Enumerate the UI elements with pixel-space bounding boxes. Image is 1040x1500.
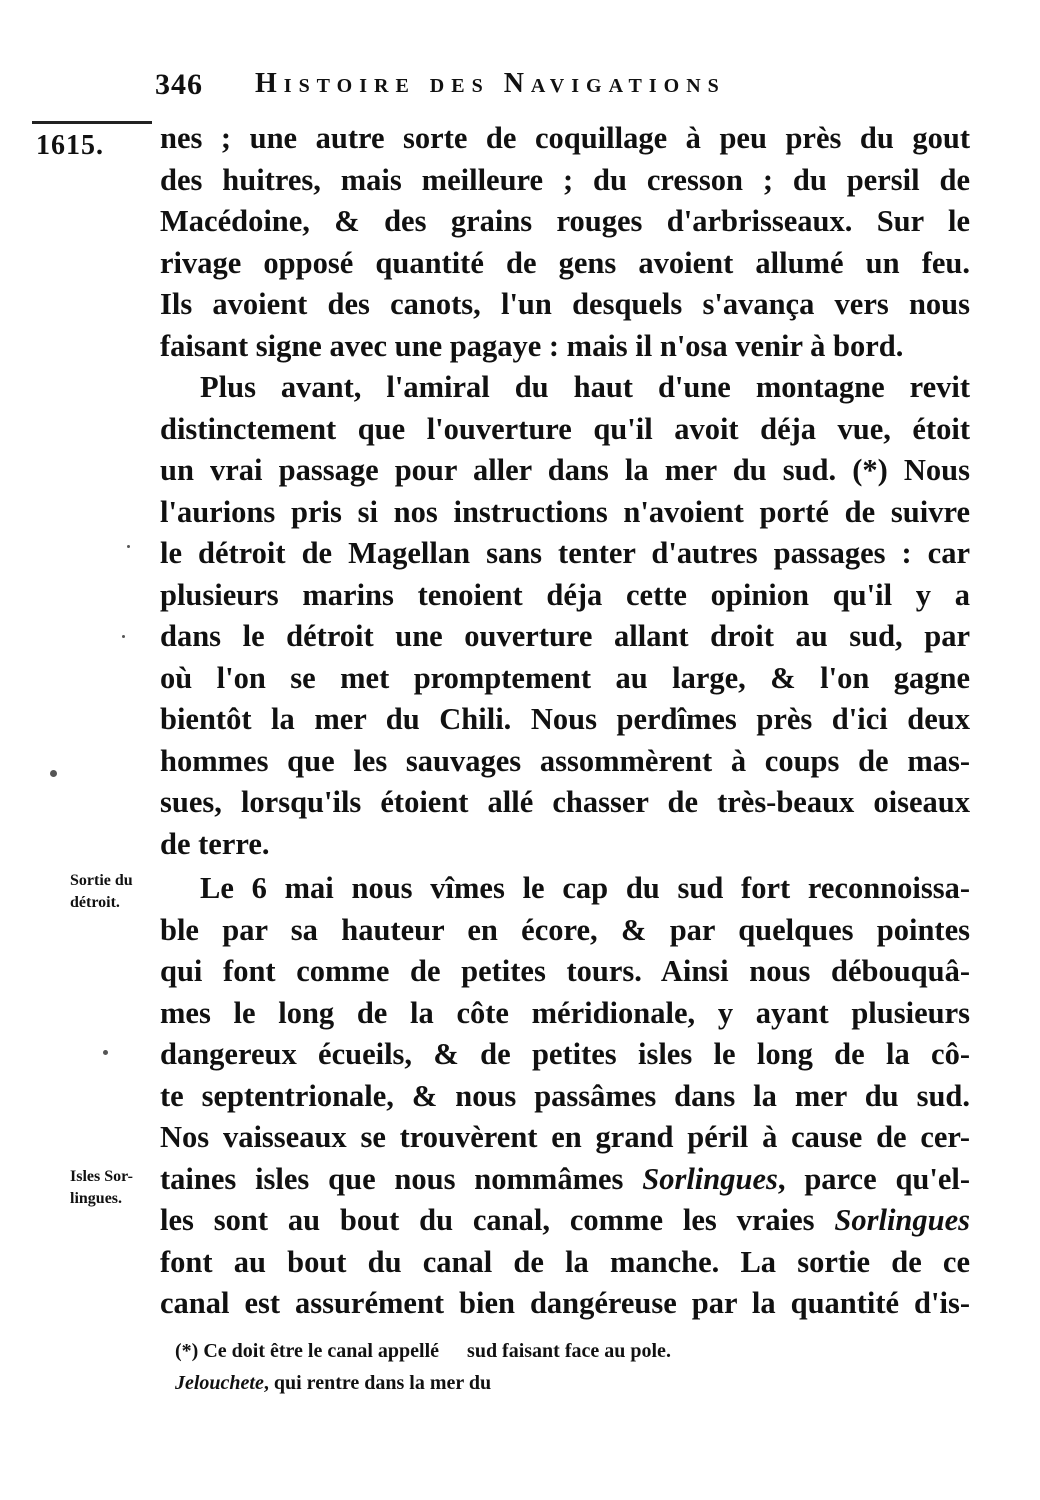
margin-note-sortie-du-detroit: [70, 870, 133, 914]
text-line: Le 6 mai nous vîmes le cap du sud fort reconnoissa-: [200, 871, 970, 905]
text-line: où l'on se met promptement au large, & l'on gagne: [160, 660, 970, 695]
footnote-text: sud faisant face au pole.: [467, 1340, 671, 1362]
ink-speck: [103, 1050, 108, 1055]
running-title: Histoire des Navigations: [255, 68, 726, 99]
text-line: [160, 1159, 970, 1201]
footnote-text: , qui rentre dans la mer du: [263, 1372, 492, 1394]
text-line: faisant signe avec une pagaye : mais il n'osa venir à bord.: [160, 328, 904, 363]
page-number: 346: [155, 68, 203, 101]
ink-speck: [50, 770, 57, 777]
margin-year: 1615.: [36, 130, 104, 161]
text-line: distinctement que l'ouverture qu'il avoit déja vue, étoit: [160, 411, 970, 446]
italic-place-name: Sorlingues: [834, 1203, 971, 1237]
ink-speck: [127, 545, 130, 548]
text-line: dangereux écueils, & de petites isles le long de la cô-: [160, 1037, 970, 1071]
text-line: mes le long de la côte méridionale, y ayant plusieurs: [160, 995, 970, 1030]
footnote: [175, 1335, 935, 1399]
text-fragment: les sont au bout du canal, comme les vraies: [160, 1203, 815, 1237]
text-line: l'aurions pris si nos instructions n'avoient porté de suivre: [160, 494, 970, 529]
margin-note-line: lingues.: [70, 1190, 123, 1207]
margin-note-isles-sorlingues: [70, 1166, 133, 1210]
footnote-line: [175, 1367, 935, 1399]
margin-note-line: Isles Sor-: [70, 1168, 133, 1185]
footnote-line: [175, 1335, 935, 1367]
text-line: te septentrionale, & nous passâmes dans la mer du sud.: [160, 1078, 970, 1113]
text-line: rivage opposé quantité de gens avoient allumé un feu.: [160, 245, 970, 280]
page-header: [155, 62, 875, 106]
text-line: ble par sa hauteur en écore, & par quelques pointes: [160, 912, 970, 947]
text-line: le détroit de Magellan sans tenter d'autres passages : car: [160, 536, 970, 570]
text-line: des huitres, mais meilleure ; du cresson ; du persil de: [160, 162, 970, 197]
header-rule: [32, 121, 152, 124]
main-text: [160, 118, 970, 1325]
text-line: sues, lorsqu'ils étoient allé chasser de très-beaux oiseaux: [160, 785, 970, 819]
text-line: plusieurs marins tenoient déja cette opinion qu'il y a: [160, 577, 970, 612]
text-fragment: taines isles que nous nommâmes: [160, 1161, 624, 1196]
text-line: font au bout du canal de la manche. La sortie de ce: [160, 1244, 970, 1279]
margin-note-line: détroit.: [70, 894, 120, 911]
text-fragment: , parce qu'el-: [777, 1161, 971, 1196]
italic-place-name: Sorlingues: [642, 1161, 778, 1196]
text-line: [160, 1200, 970, 1242]
text-line: bientôt la mer du Chili. Nous perdîmes près d'ici deux: [160, 702, 970, 736]
text-line: Nos vaisseaux se trouvèrent en grand péril à cause de cer-: [160, 1120, 970, 1154]
text-line: de terre.: [160, 826, 270, 861]
footnote-italic-name: Jelouchete: [175, 1372, 264, 1394]
text-line: Macédoine, & des grains rouges d'arbrisseaux. Sur le: [160, 204, 970, 238]
text-line: hommes que les sauvages assommèrent à coups de mas-: [160, 743, 970, 778]
footnote-marker: (*): [175, 1340, 199, 1362]
text-line: canal est assurément bien dangéreuse par la quantité d'is-: [160, 1286, 970, 1320]
text-line: qui font comme de petites tours. Ainsi nous débouquâ-: [160, 954, 970, 988]
text-line: Ils avoient des canots, l'un desquels s'avança vers nous: [160, 287, 970, 321]
margin-note-line: Sortie du: [70, 872, 133, 889]
ink-speck: [122, 635, 125, 638]
text-line: Plus avant, l'amiral du haut d'une montagne revit: [200, 370, 970, 404]
text-line: un vrai passage pour aller dans la mer du sud. (*) Nous: [160, 453, 970, 487]
text-line: dans le détroit une ouverture allant droit au sud, par: [160, 619, 970, 653]
footnote-text: Ce doit être le canal appellé: [203, 1340, 440, 1362]
text-line: nes ; une autre sorte de coquillage à peu près du gout: [160, 121, 970, 155]
